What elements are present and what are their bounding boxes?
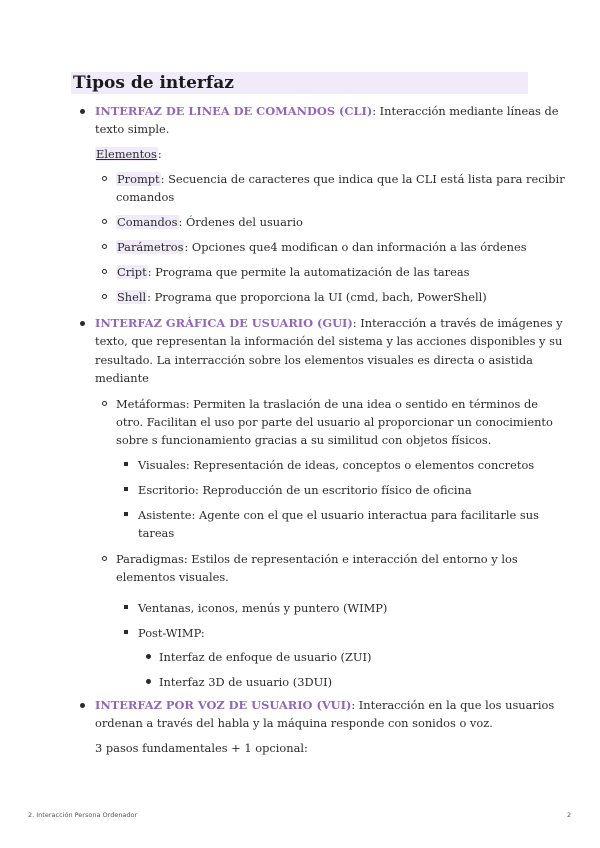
footer-title: 2. Interacción Persona Ordenador xyxy=(28,811,138,819)
gui-desc: : Interacción a través de imágenes y xyxy=(352,316,563,330)
term-comandos: Comandos xyxy=(117,215,178,229)
term-cript: Cript xyxy=(117,265,147,279)
paradigmas-postwimp: Post-WIMP: xyxy=(138,626,205,640)
paradigmas-wimp: Ventanas, iconos, menús y puntero (WIMP) xyxy=(138,601,388,615)
cli-item-prompt-cont: comandos xyxy=(116,190,175,204)
metaforas-asistente: Asistente: Agente con el que el usuario interactua para facilitarle sus xyxy=(138,508,539,522)
cli-item-comandos xyxy=(116,215,303,229)
bullet-disc xyxy=(80,109,85,114)
metaforas-escritorio: Escritorio: Reproducción de un escritorio físico de oficina xyxy=(138,483,472,497)
bullet-square xyxy=(124,487,128,491)
prompt-desc: : Secuencia de caracteres que indica que la CLI está lista para recibir xyxy=(160,172,565,186)
bullet-disc xyxy=(80,703,85,708)
cli-item-prompt xyxy=(116,172,565,186)
bullet-circle xyxy=(102,556,107,561)
bullet-disc xyxy=(146,654,151,659)
postwimp-zui: Interfaz de enfoque de usuario (ZUI) xyxy=(159,650,372,664)
elements-colon: : xyxy=(157,147,162,161)
bullet-circle xyxy=(102,244,107,249)
metaforas-line-2: otro. Facilitan el uso por parte del usuario al proporcionar un conocimiento xyxy=(116,415,553,429)
term-prompt: Prompt xyxy=(117,172,160,186)
gui-title: INTERFAZ GRÁFICA DE USUARIO (GUI) xyxy=(95,316,353,330)
cli-line-1 xyxy=(95,104,558,118)
gui-line-4: mediante xyxy=(95,371,149,385)
bullet-disc xyxy=(146,679,151,684)
bullet-circle xyxy=(102,294,107,299)
bullet-circle xyxy=(102,269,107,274)
term-parametros: Parámetros xyxy=(117,240,184,254)
bullet-square xyxy=(124,462,128,466)
bullet-circle xyxy=(102,219,107,224)
shell-desc: : Programa que proporciona la UI (cmd, bach, PowerShell) xyxy=(147,290,487,304)
paradigmas-line-1: Paradigmas: Estilos de representación e interacción del entorno y los xyxy=(116,552,518,566)
gui-line-1 xyxy=(95,316,563,330)
cli-title: INTERFAZ DE LINEA DE COMANDOS (CLI) xyxy=(95,104,373,118)
cli-item-cript xyxy=(116,265,470,279)
vui-desc: : Interacción en la que los usuarios xyxy=(351,698,555,712)
cli-item-parametros xyxy=(116,240,527,254)
section-title: Tipos de interfaz xyxy=(71,72,528,94)
cli-elements-label xyxy=(95,147,162,161)
vui-line-2: ordenan a través del habla y la máquina responde con sonidos o voz. xyxy=(95,716,493,730)
bullet-circle xyxy=(102,176,107,181)
vui-line-1 xyxy=(95,698,554,712)
elements-term: Elementos xyxy=(96,147,157,161)
metaforas-line-1: Metáformas: Permiten la traslación de una idea o sentido en términos de xyxy=(116,397,539,411)
metaforas-asistente-cont: tareas xyxy=(138,526,175,540)
postwimp-3dui: Interfaz 3D de usuario (3DUI) xyxy=(159,675,333,689)
term-shell: Shell xyxy=(117,290,147,304)
bullet-square xyxy=(124,630,128,634)
comandos-desc: : Órdenes del usuario xyxy=(178,215,303,229)
gui-line-3: resultado. La interracción sobre los elementos visuales es directa o asistida xyxy=(95,353,533,367)
metaforas-line-3: sobre s funcionamiento gracias a su similitud con objetos físicos. xyxy=(116,433,492,447)
bullet-square xyxy=(124,605,128,609)
gui-line-2: texto, que representan la información del sistema y las acciones disponibles y su xyxy=(95,334,563,348)
vui-steps: 3 pasos fundamentales + 1 opcional: xyxy=(95,741,308,755)
paradigmas-line-2: elementos visuales. xyxy=(116,570,229,584)
footer-page-number: 2 xyxy=(567,811,572,819)
cli-item-shell xyxy=(116,290,487,304)
cli-line-2: texto simple. xyxy=(95,122,170,136)
bullet-square xyxy=(124,512,128,516)
parametros-desc: : Opciones que4 modifican o dan información a las órdenes xyxy=(184,240,527,254)
bullet-disc xyxy=(80,321,85,326)
metaforas-visuales: Visuales: Representación de ideas, conceptos o elementos concretos xyxy=(138,458,535,472)
bullet-circle xyxy=(102,401,107,406)
cript-desc: : Programa que permite la automatización de las tareas xyxy=(147,265,470,279)
cli-desc: : Interacción mediante líneas de xyxy=(372,104,559,118)
vui-title: INTERFAZ POR VOZ DE USUARIO (VUI) xyxy=(95,698,352,712)
